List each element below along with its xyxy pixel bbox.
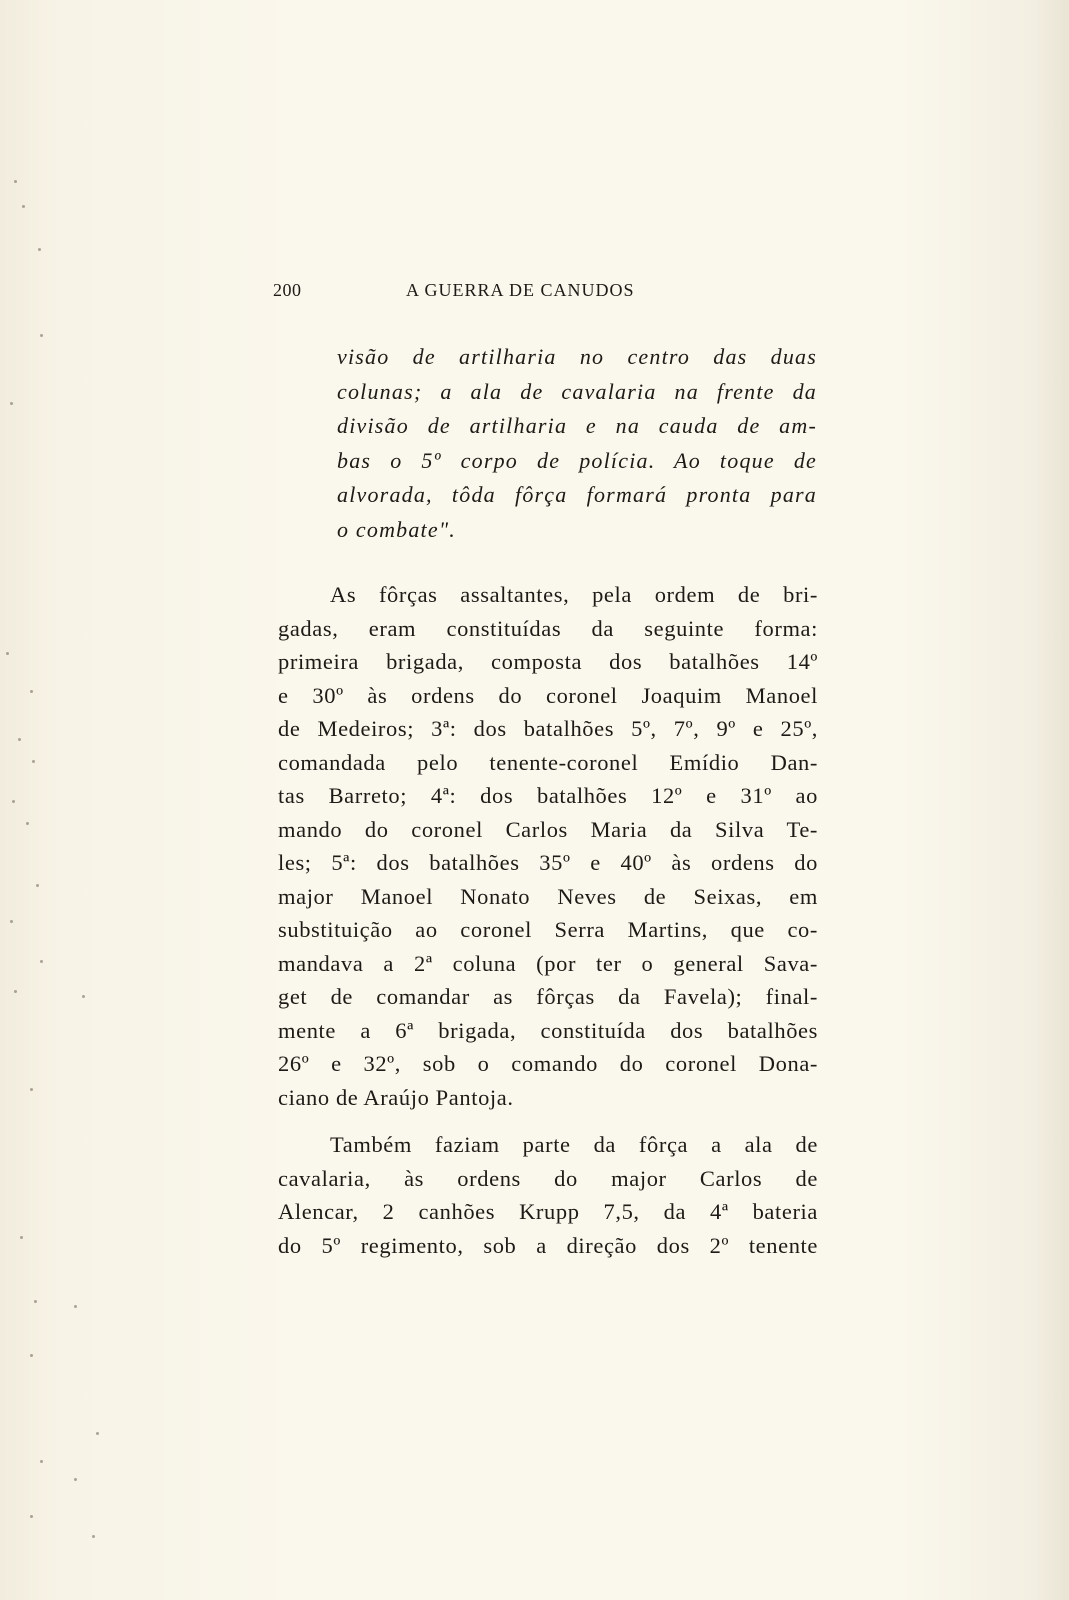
paragraph-cavalry <box>278 1128 818 1262</box>
paragraph-line: primeira brigada, composta dos batalhões 14º <box>278 649 818 674</box>
paragraph-line: do 5º regimento, sob a direção dos 2º tenente <box>278 1232 818 1258</box>
quote-line: alvorada, tôda fôrça formará pronta para <box>337 482 817 507</box>
paragraph-line: cavalaria, às ordens do major Carlos de <box>278 1165 818 1191</box>
paragraph-line: gadas, eram constituídas da seguinte forma: <box>278 615 818 641</box>
quote-line: divisão de artilharia e na cauda de am- <box>337 413 817 438</box>
paragraph-line: e 30º às ordens do coronel Joaquim Manoel <box>278 682 818 708</box>
paragraph-line: major Manoel Nonato Neves de Seixas, em <box>278 883 818 909</box>
running-title: A GUERRA DE CANUDOS <box>406 280 635 300</box>
quote-line: bas o 5º corpo de polícia. Ao toque de <box>337 447 817 473</box>
quote-line: o combate". <box>337 516 456 542</box>
paragraph-line: les; 5ª: dos batalhões 35º e 40º às ordens do <box>278 850 818 875</box>
quote-line: visão de artilharia no centro das duas <box>337 344 817 369</box>
paragraph-line: get de comandar as fôrças da Favela); final- <box>278 984 818 1009</box>
paragraph-line: comandada pelo tenente-coronel Emídio Dan- <box>278 749 818 775</box>
paragraph-line: substituição ao coronel Serra Martins, que co- <box>278 917 818 942</box>
paragraph-line: 26º e 32º, sob o comando do coronel Dona- <box>278 1051 818 1076</box>
paragraph-brigades <box>278 578 818 1114</box>
paragraph-line: As fôrças assaltantes, pela ordem de bri- <box>330 582 818 607</box>
paragraph-line: mando do coronel Carlos Maria da Silva Te- <box>278 816 818 842</box>
page-number: 200 <box>273 280 302 300</box>
paragraph-line: mandava a 2ª coluna (por ter o general Sava- <box>278 950 818 976</box>
running-header <box>273 280 818 304</box>
paragraph-line: ciano de Araújo Pantoja. <box>278 1084 514 1110</box>
paragraph-line: Também faziam parte da fôrça a ala de <box>330 1132 818 1157</box>
quoted-order-text <box>337 340 817 547</box>
paragraph-line: tas Barreto; 4ª: dos batalhões 12º e 31º ao <box>278 783 818 808</box>
paragraph-line: mente a 6ª brigada, constituída dos batalhões <box>278 1017 818 1043</box>
quote-line: colunas; a ala de cavalaria na frente da <box>337 378 817 404</box>
paragraph-line: Alencar, 2 canhões Krupp 7,5, da 4ª bateria <box>278 1199 818 1224</box>
paragraph-line: de Medeiros; 3ª: dos batalhões 5º, 7º, 9º e 25º, <box>278 716 818 741</box>
